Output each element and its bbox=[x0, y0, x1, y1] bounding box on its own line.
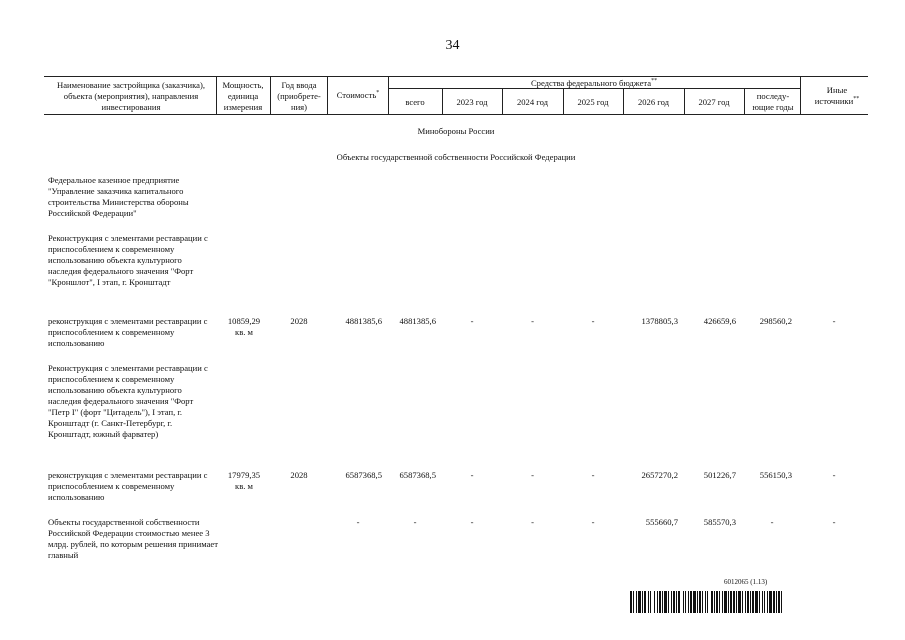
col-divider bbox=[800, 76, 801, 114]
object1-later: 298560,2 bbox=[759, 316, 792, 326]
object2-unit: кв. м bbox=[235, 481, 253, 491]
object2-2024: - bbox=[531, 470, 534, 480]
customer-name: Федеральное казенное предприятие "Управление заказчика капитального строительства Министерства обороны Российской Федерации" bbox=[48, 175, 189, 218]
header-cost: Стоимость* bbox=[336, 90, 380, 100]
col-divider bbox=[744, 88, 745, 114]
row3-2025: - bbox=[591, 517, 595, 527]
page-number: 34 bbox=[445, 38, 460, 53]
object2-row-name: реконструкция с элементами реставрации с приспособлением к современному использованию bbox=[48, 470, 208, 502]
header-fed-budget: Средства федерального бюджета** bbox=[530, 78, 658, 88]
object2-2023: - bbox=[470, 470, 474, 480]
object2-2027: 501226,7 bbox=[703, 470, 736, 480]
row3-other: - bbox=[832, 517, 836, 527]
header-2023: 2023 год bbox=[456, 97, 488, 107]
row3-2024: - bbox=[531, 517, 534, 527]
object1-capacity: 10859,29 bbox=[227, 316, 261, 326]
header-2025: 2025 год bbox=[577, 97, 609, 107]
object1-cost: 4881385,6 bbox=[345, 316, 382, 326]
object1-row-name: реконструкция с элементами реставрации с приспособлением к современному использованию bbox=[48, 316, 208, 348]
col-divider bbox=[216, 76, 217, 114]
header-total: всего bbox=[405, 97, 425, 107]
object1-2027: 426659,6 bbox=[703, 316, 736, 326]
row3-2027: 585570,3 bbox=[703, 517, 736, 527]
row3-later: - bbox=[770, 517, 774, 527]
header-other-sources: Иные источники** bbox=[814, 85, 860, 106]
object2-title: Реконструкция с элементами реставрации с приспособлением к современному использованию объекта культурного наследия федерального значения "Форт "Петр I" (форт "Цитадель"), I этап, г. Кронштадт (г. Санкт-Петербург, г. Кронштадт, южный фарватер) bbox=[48, 363, 208, 439]
object2-capacity: 17979,35 bbox=[227, 470, 261, 480]
table-top-border bbox=[44, 76, 868, 77]
table-header-bottom-border bbox=[44, 114, 868, 115]
object1-total: 4881385,6 bbox=[399, 316, 436, 326]
header-2026: 2026 год bbox=[637, 97, 670, 107]
row3-2026: 555660,7 bbox=[645, 517, 678, 527]
object1-2023: - bbox=[470, 316, 474, 326]
barcode-stripe bbox=[781, 591, 782, 613]
object1-2026: 1378805,3 bbox=[641, 316, 678, 326]
header-year: Год ввода (приобрете-ния) bbox=[277, 80, 321, 112]
object2-year: 2028 bbox=[290, 470, 308, 480]
row3-name: Объекты государственной собственности Российской Федерации стоимостью менее 3 млрд. рублей, по которым решения принимает главный bbox=[48, 517, 218, 560]
object2-total: 6587368,5 bbox=[399, 470, 436, 480]
section-ministry: Минобороны России bbox=[417, 126, 495, 136]
barcode bbox=[630, 591, 862, 613]
object1-2025: - bbox=[591, 316, 595, 326]
object2-later: 556150,3 bbox=[759, 470, 792, 480]
object2-2025: - bbox=[591, 470, 595, 480]
object1-title: Реконструкция с элементами реставрации с приспособлением к современному использованию объекта культурного наследия федерального значения "Форт "Кроншлот", I этап, г. Кронштадт bbox=[48, 233, 208, 287]
header-name: Наименование застройщика (заказчика), объекта (мероприятия), направления инвестирования bbox=[57, 80, 205, 112]
header-2024: 2024 год bbox=[516, 97, 549, 107]
object2-cost: 6587368,5 bbox=[345, 470, 382, 480]
section-objects: Объекты государственной собственности Российской Федерации bbox=[336, 152, 576, 162]
row3-cost: - bbox=[356, 517, 360, 527]
header-capacity: Мощность, единица измерения bbox=[222, 80, 264, 112]
object2-2026: 2657270,2 bbox=[641, 470, 678, 480]
object1-2024: - bbox=[531, 316, 534, 326]
barcode-caption: 6012065 (1.13) bbox=[724, 578, 768, 586]
object2-other: - bbox=[832, 470, 836, 480]
header-later-years: последу-ющие годы bbox=[752, 91, 794, 112]
object1-other: - bbox=[832, 316, 836, 326]
object1-unit: кв. м bbox=[235, 327, 253, 337]
row3-2023: - bbox=[470, 517, 474, 527]
row3-total: - bbox=[413, 517, 417, 527]
object1-year: 2028 bbox=[290, 316, 308, 326]
header-2027: 2027 год bbox=[698, 97, 730, 107]
